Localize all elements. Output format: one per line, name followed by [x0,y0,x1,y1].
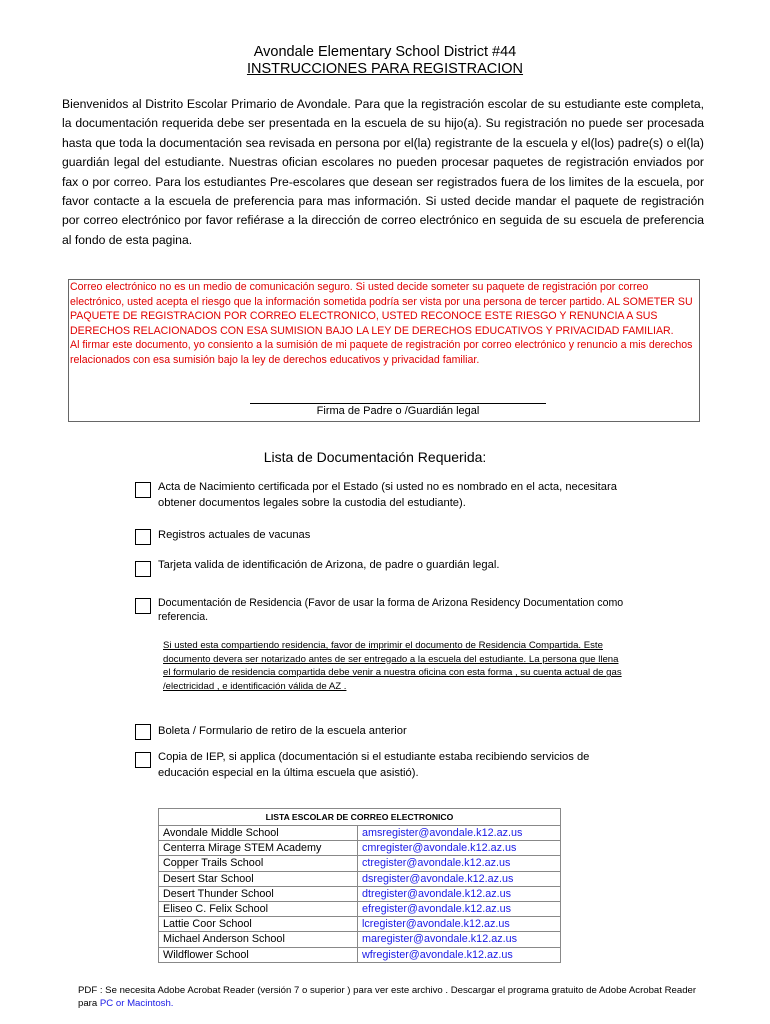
table-row [159,902,561,917]
school-name: Desert Thunder School [159,886,358,901]
checkbox-vaccines[interactable] [135,529,151,545]
school-email-link[interactable]: efregister@avondale.k12.az.us [358,902,561,917]
school-email-link[interactable]: dtregister@avondale.k12.az.us [358,886,561,901]
school-email-link[interactable]: wfregister@avondale.k12.az.us [358,947,561,962]
school-name: Centerra Mirage STEM Academy [159,841,358,856]
intro-paragraph: Bienvenidos al Distrito Escolar Primario de Avondale. Para que la registración escolar de su estudiante este completa, la documentación requerida debe ser presentada en la escuela de su hijo(a). Su registración no puede ser procesada hasta que toda la documentación sea revisada en persona por el(la) registrante de la escuela y el(los) padre(s) o el(la) guardián legal del estudiante. Nuestras ofician escolares no pueden procesar paquetes de registración enviados por fax o por correo. Para los estudiantes Pre-escolares que desean ser registrados fuera de los limites de la escuela, por favor contacte a la escuela de preferencia para mas información. Si usted decide mandar el paquete de registración por correo electrónico por favor refiérase a la dirección de correo electrónico en seguida de su escuela de preferencia al fondo de esta pagina. [62,97,704,247]
school-name: Eliseo C. Felix School [159,902,358,917]
checkbox-withdrawal[interactable] [135,724,151,740]
document-item-birth-certificate: Acta de Nacimiento certificada por el Estado (si usted no es nombrado en el acta, necesitara obtener documentos legales sobre la custodia del estudiante). [158,481,617,509]
page-subtitle: INSTRUCCIONES PARA REGISTRACION [246,61,524,77]
document-item-iep: Copia de IEP, si applica (documentación si el estudiante estaba recibiendo servicios de educación especial en la última escuela que asistió). [158,751,590,779]
school-email-link[interactable]: maregister@avondale.k12.az.us [358,932,561,947]
table-row [159,917,561,932]
table-row [159,871,561,886]
school-email-link[interactable]: lcregister@avondale.k12.az.us [358,917,561,932]
table-row [159,932,561,947]
disclaimer-box [68,279,700,422]
residency-note: Si usted esta compartiendo residencia, favor de imprimir el documento de Residencia Compartida. Este documento devera ser notarizado antes de ser entregado a la escuela del estudiante. La persona que llena el formulario de residencia compartida debe venir a nuestra oficina con esta forma , su cuenta actual de gas /electricidad , e identificación válida de AZ . [163,640,622,692]
footer-download-link[interactable]: PC or Macintosh. [99,998,174,1009]
school-name: Avondale Middle School [159,826,358,841]
checkbox-id[interactable] [135,561,151,577]
table-row [159,947,561,962]
school-name: Copper Trails School [159,856,358,871]
school-email-table [158,808,561,963]
document-item-withdrawal: Boleta / Formulario de retiro de la escuela anterior [158,725,407,737]
school-name: Lattie Coor School [159,917,358,932]
school-name: Desert Star School [159,871,358,886]
checkbox-birth-certificate[interactable] [135,482,151,498]
disclaimer-paragraph-2: Al firmar este documento, yo consiento a la sumisión de mi paquete de registración por correo electrónico y renuncio a mis derechos relacionados con esa sumisión bajo la ley de derechos educativos y privacidad familiar. [70,339,693,366]
school-name: Wildflower School [159,947,358,962]
table-header: LISTA ESCOLAR DE CORREO ELECTRONICO [159,809,561,826]
document-item-residency: Documentación de Residencia (Favor de usar la forma de Arizona Residency Documentation como referencia. [158,597,624,624]
footer-note [78,984,698,1010]
footer-text: PDF : Se necesita Adobe Acrobat Reader (versión 7 o superior ) para ver este archivo . Descargar el programa gratuito de Adobe Acrobat Reader para [78,985,697,1009]
checkbox-residency[interactable] [135,598,151,614]
checkbox-iep[interactable] [135,752,151,768]
document-item-id: Tarjeta valida de identificación de Arizona, de padre o guardián legal. [158,559,500,571]
school-name: Michael Anderson School [159,932,358,947]
documents-list-title: Lista de Documentación Requerida: [263,449,487,465]
table-row [159,841,561,856]
signature-line[interactable] [250,403,546,404]
table-row [159,826,561,841]
school-email-link[interactable]: cmregister@avondale.k12.az.us [358,841,561,856]
table-row [159,886,561,901]
signature-label: Firma de Padre o /Guardián legal [316,405,480,417]
school-email-link[interactable]: ctregister@avondale.k12.az.us [358,856,561,871]
disclaimer-paragraph-1: Correo electrónico no es un medio de comunicación seguro. Si usted decide someter su paquete de registración por correo electrónico, usted acepta el riesgo que la información sometida podría ser vista por una persona de tercer partido. AL SOMETER SU PAQUETE DE REGISTRACION POR CORREO ELECTRONICO, USTED RECONOCE ESTE RIESGO Y RENUNCIA A SUS DERECHOS RELACIONADOS CON ESA SUMISION BAJO LA LEY DE DERECHOS EDUCATIVOS Y PRIVACIDAD FAMILIAR. [70,281,693,337]
page-title: Avondale Elementary School District #44 [253,44,517,60]
school-email-link[interactable]: dsregister@avondale.k12.az.us [358,871,561,886]
table-row [159,856,561,871]
document-item-vaccines: Registros actuales de vacunas [158,529,311,541]
school-email-link[interactable]: amsregister@avondale.k12.az.us [358,826,561,841]
